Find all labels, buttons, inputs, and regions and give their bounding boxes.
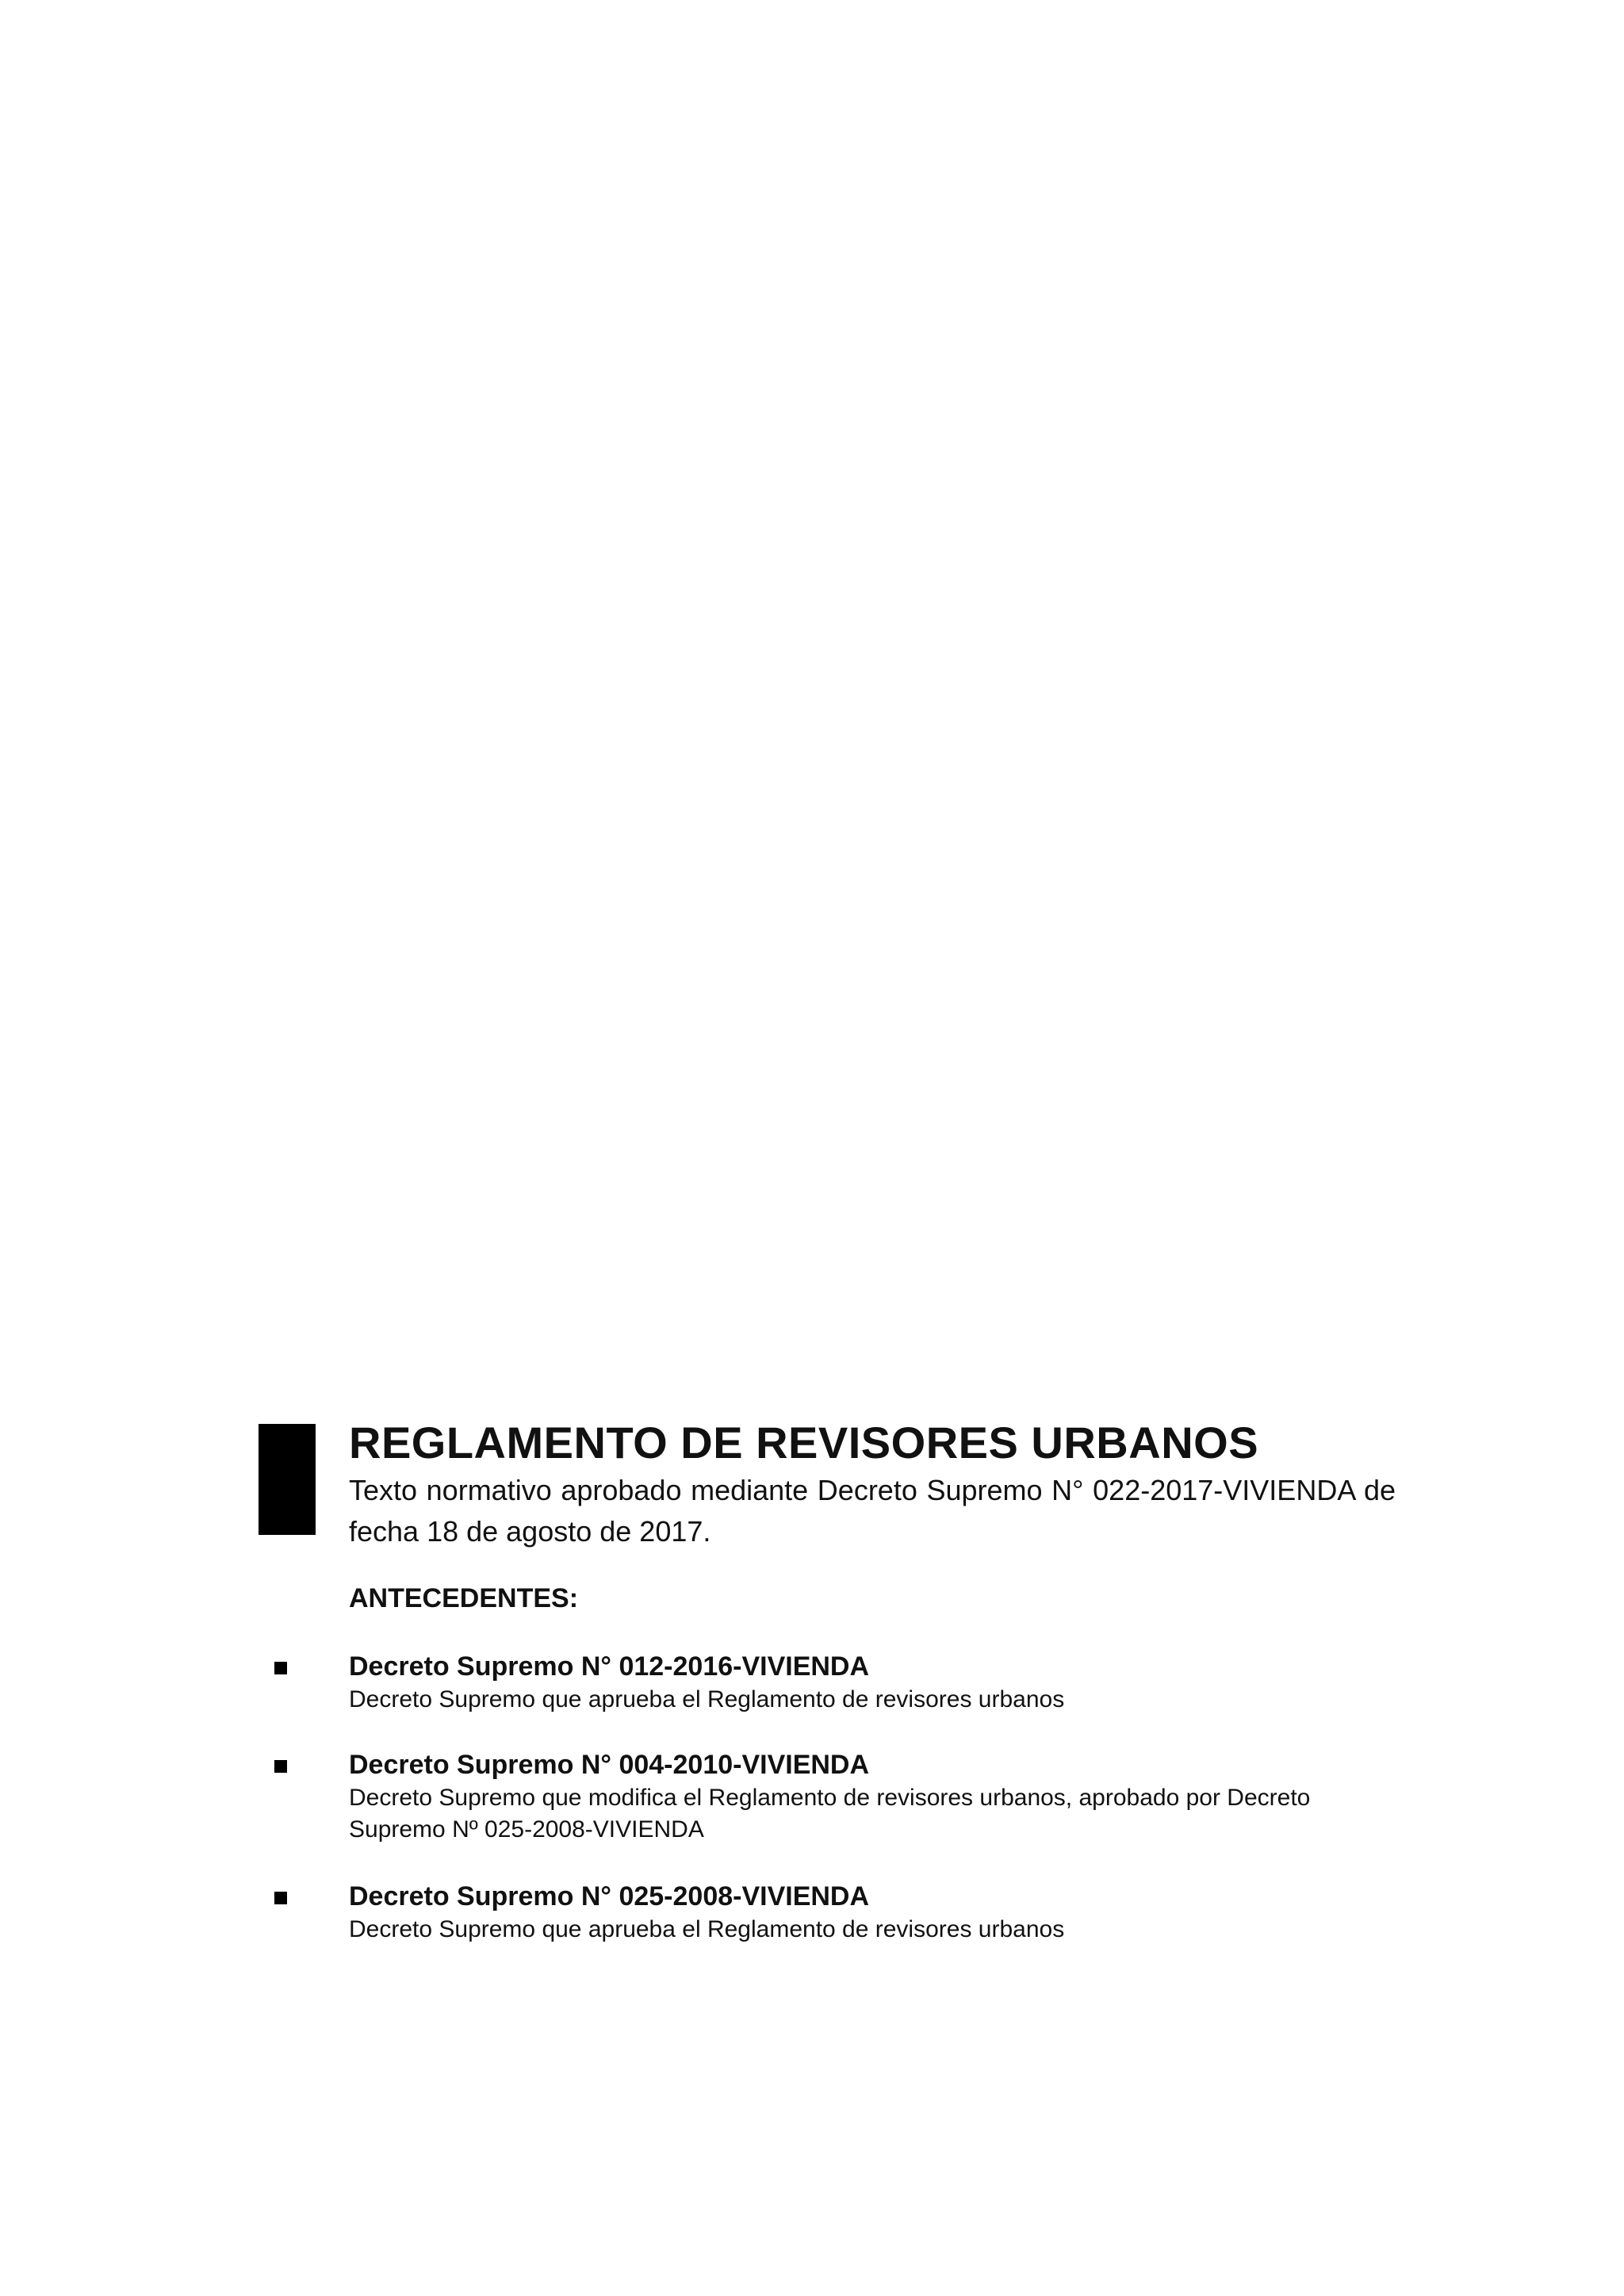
decree-title: Decreto Supremo N° 004-2010-VIVIENDA <box>349 1750 870 1780</box>
list-item-body <box>349 1649 1396 1716</box>
section-marker-bar <box>259 1424 316 1535</box>
decree-description: Decreto Supremo que aprueba el Reglamento de revisores urbanos <box>349 1686 1065 1712</box>
heading-block <box>349 1416 1396 1616</box>
square-bullet-icon <box>274 1760 287 1773</box>
square-bullet-icon <box>274 1892 287 1904</box>
antecedents-heading: ANTECEDENTES: <box>349 1583 579 1613</box>
decree-description: Decreto Supremo que modifica el Reglamento de revisores urbanos, aprobado por Decreto Supremo Nº 025-2008-VIVIENDA <box>349 1785 1311 1843</box>
decree-description: Decreto Supremo que aprueba el Reglamento de revisores urbanos <box>349 1916 1065 1942</box>
list-item-body <box>349 1879 1396 1946</box>
decree-title: Decreto Supremo N° 012-2016-VIVIENDA <box>349 1651 870 1682</box>
list-item-body <box>349 1747 1396 1846</box>
decree-title: Decreto Supremo N° 025-2008-VIVIENDA <box>349 1881 870 1911</box>
page-subtitle: Texto normativo aprobado mediante Decreto Supremo N° 022-2017-VIVIENDA de fecha 18 de agosto de 2017. <box>349 1474 1396 1548</box>
square-bullet-icon <box>274 1662 287 1674</box>
page-title: REGLAMENTO DE REVISORES URBANOS <box>349 1418 1259 1468</box>
